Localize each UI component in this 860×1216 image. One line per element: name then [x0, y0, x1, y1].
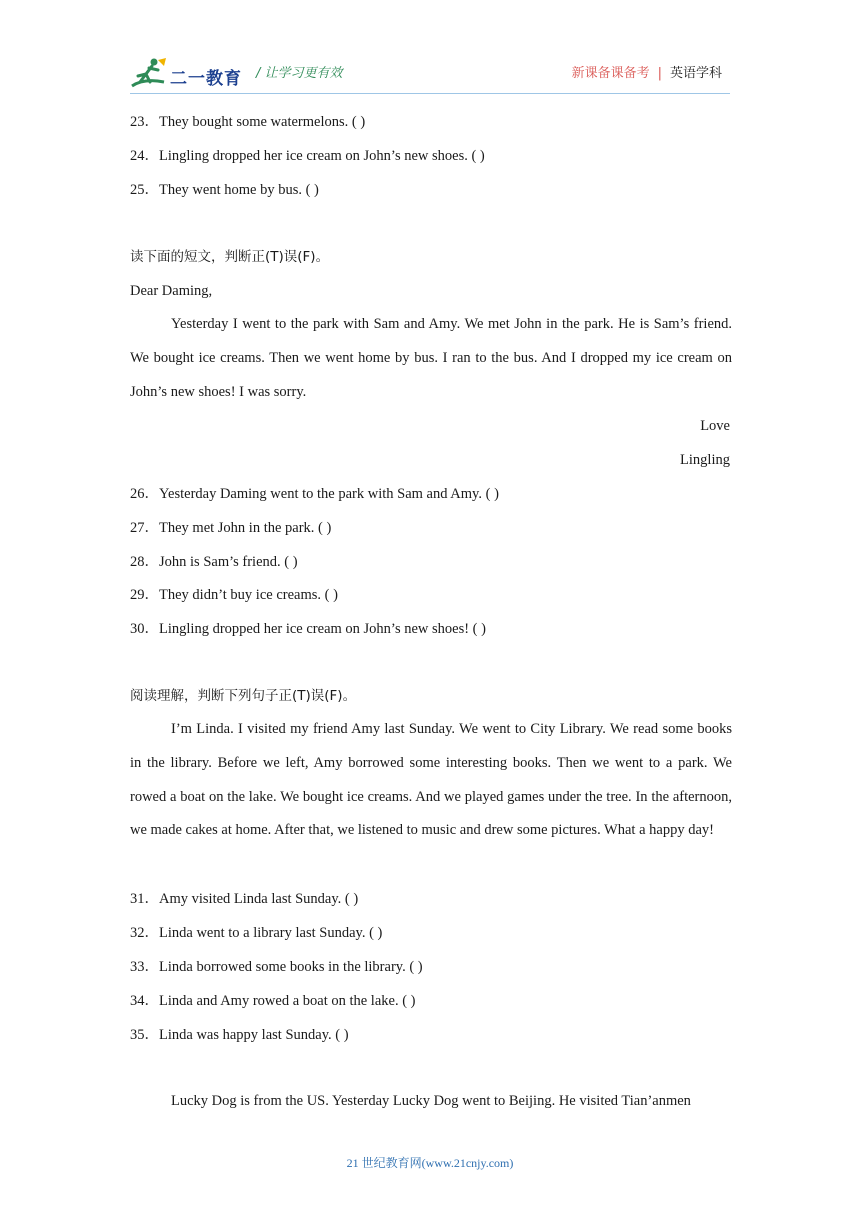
question-34: 34．Linda and Amy rowed a boat on the lake. ( ) — [130, 993, 416, 1009]
question-28: 28．John is Sam’s friend. ( ) — [130, 554, 298, 570]
header-subject-label: 英语学科 — [669, 66, 722, 81]
question-29: 29．They didn’t buy ice creams. ( ) — [130, 587, 338, 603]
question-23: 23．They bought some watermelons. ( ) — [130, 114, 366, 130]
section4-passage: Lucky Dog is from the US. Yesterday Lucky Dog went to Beijing. He visited Tian’anmen — [171, 1093, 691, 1109]
question-31: 31．Amy visited Linda last Sunday. ( ) — [130, 891, 359, 907]
section2-instruction: 读下面的短文，判断正(T)误(F)。 — [130, 249, 330, 265]
header-separator: | — [657, 66, 662, 81]
page-footer: 21 世纪教育网(www.21cnjy.com) — [346, 1156, 514, 1170]
question-33: 33．Linda borrowed some books in the library. ( ) — [130, 959, 423, 975]
running-figure-icon — [130, 56, 170, 90]
page-header — [130, 56, 730, 90]
question-35: 35．Linda was happy last Sunday. ( ) — [130, 1027, 349, 1043]
letter-signature: Lingling — [680, 452, 730, 468]
header-course-label: 新课备课备考 — [571, 66, 650, 81]
question-30: 30．Lingling dropped her ice cream on John’s new shoes! ( ) — [130, 621, 486, 637]
logo — [130, 56, 250, 90]
question-25: 25．They went home by bus. ( ) — [130, 182, 319, 198]
letter-body: Yesterday I went to the park with Sam and Amy. We met John in the park. He is Sam’s friend. We bought ice creams. Then we went home by bus. I ran to the bus. And I dropped my ice cream on John’s new shoes! I was sorry. — [130, 316, 732, 400]
logo-text: 二一教育 — [170, 69, 242, 89]
question-26: 26．Yesterday Daming went to the park with Sam and Amy. ( ) — [130, 486, 499, 502]
section3-instruction: 阅读理解，判断下列句子正(T)误(F)。 — [130, 688, 357, 704]
letter-salutation: Dear Daming, — [130, 283, 213, 299]
slogan: / 让学习更有效 — [256, 66, 343, 81]
question-27: 27．They met John in the park. ( ) — [130, 520, 332, 536]
letter-closing: Love — [700, 418, 730, 434]
header-right — [572, 62, 722, 81]
question-24: 24．Lingling dropped her ice cream on John’s new shoes. ( ) — [130, 148, 485, 164]
question-32: 32．Linda went to a library last Sunday. ( ) — [130, 925, 383, 941]
header-divider — [130, 93, 730, 94]
reading-passage: I’m Linda. I visited my friend Amy last Sunday. We went to City Library. We read some books in the library. Before we left, Amy borrowed some interesting books. Then we went to a park. We rowed a boat on the lake. We bought ice creams. And we played games under the tree. In the afternoon, we made cakes at home. After that, we listened to music and drew some pictures. What a happy day! — [130, 721, 732, 839]
